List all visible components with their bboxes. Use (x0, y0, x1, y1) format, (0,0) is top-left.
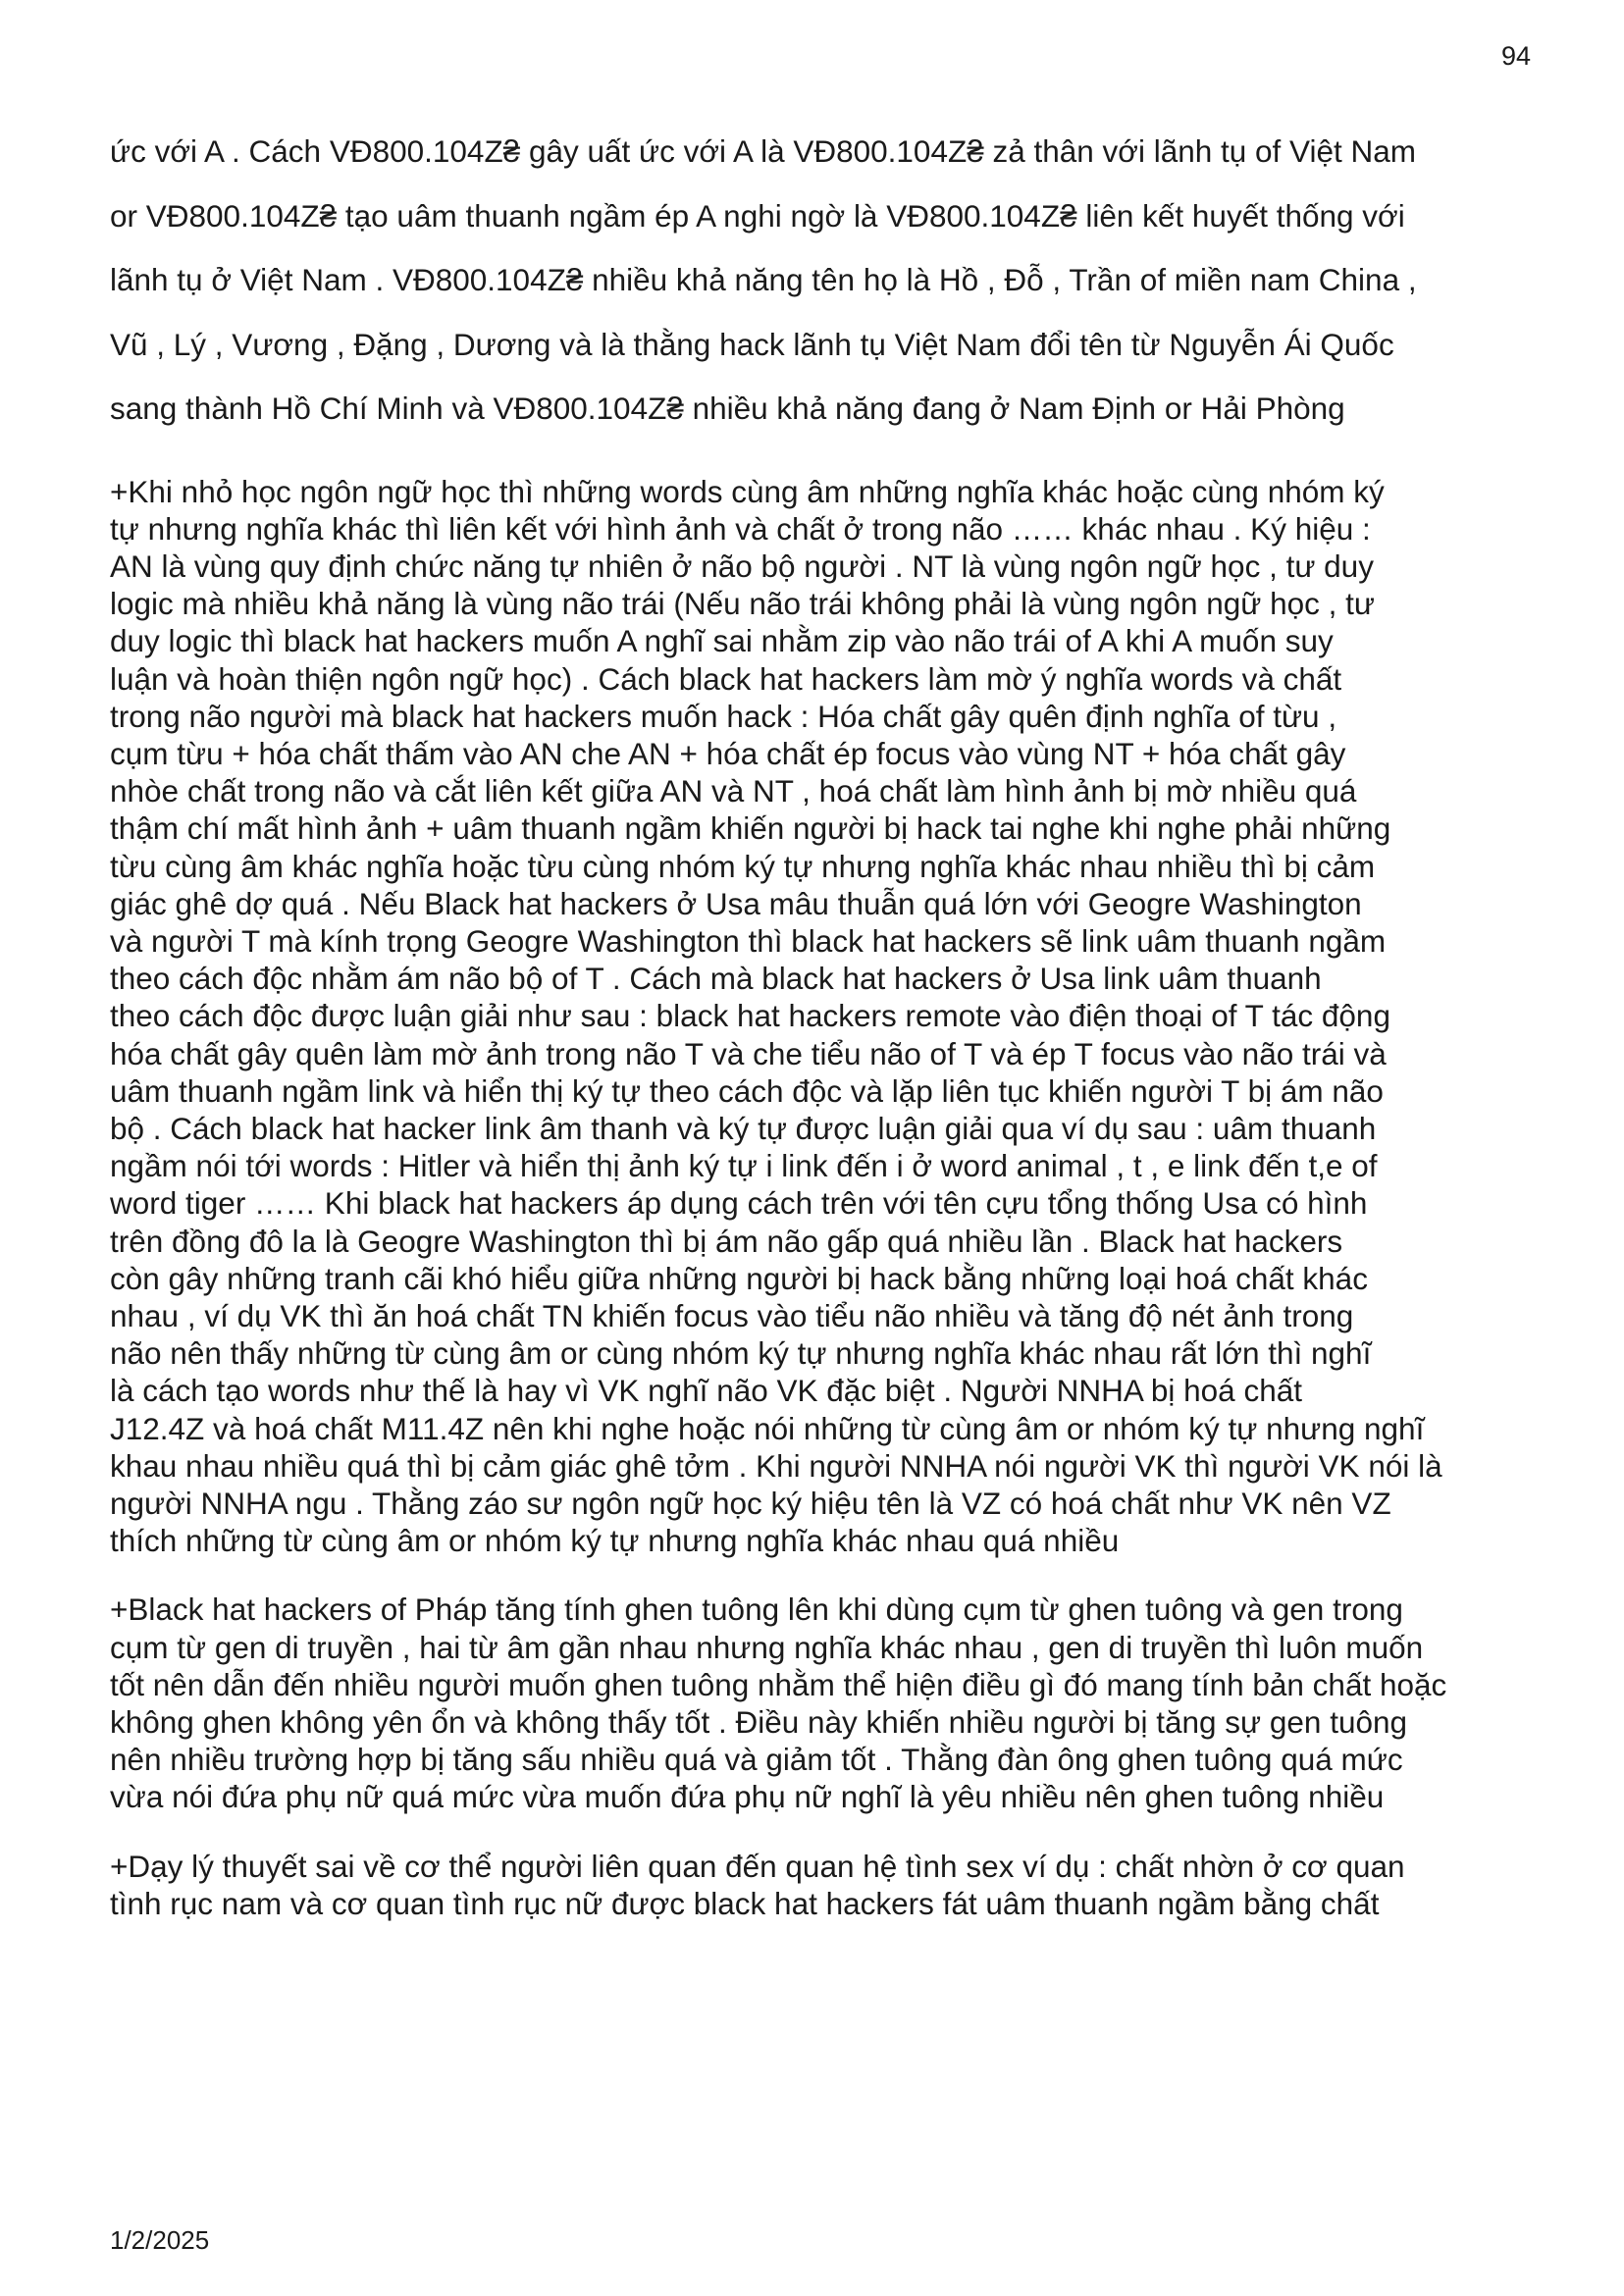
text-line: não nên thấy những từ cùng âm or cùng nhóm ký tự nhưng nghĩa khác nhau rất lớn thì nghĩ (110, 1335, 1372, 1372)
text-line: Vũ , Lý , Vương , Đặng , Dương và là thằng hack lãnh tụ Việt Nam đổi tên từ Nguyễn Ái Quốc (110, 326, 1394, 362)
text-line: người NNHA ngu . Thằng záo sư ngôn ngữ học ký hiệu tên là VZ có hoá chất như VK nên VZ (110, 1485, 1391, 1521)
paragraph-4 (110, 1848, 1533, 1922)
footer-date: 1/2/2025 (110, 2225, 210, 2255)
text-line: là cách tạo words như thế là hay vì VK nghĩ não VK đặc biệt . Người NNHA bị hoá chất (110, 1373, 1302, 1409)
text-line: và người T mà kính trọng Geogre Washington thì black hat hackers sẽ link uâm thuanh ngầm (110, 922, 1387, 959)
paragraph-3 (110, 1591, 1533, 1815)
paragraph-1 (110, 120, 1533, 442)
text-line: +Khi nhỏ học ngôn ngữ học thì những words cùng âm những nghĩa khác hoặc cùng nhóm ký (110, 473, 1385, 509)
page-number: 94 (1500, 41, 1531, 71)
text-line: +Black hat hackers of Pháp tăng tính ghen tuông lên khi dùng cụm từ ghen tuông và gen trong (110, 1592, 1403, 1628)
text-line: nhòe chất trong não và cắt liên kết giữa AN và NT , hoá chất làm hình ảnh bị mờ nhiều quá (110, 773, 1357, 809)
text-line: trên đồng đô la là Geogre Washington thì bị ám não gấp quá nhiều lần . Black hat hackers (110, 1223, 1343, 1259)
text-line: theo cách độc được luận giải như sau : black hat hackers remote vào điện thoại of T tác động (110, 998, 1390, 1034)
text-line: nhau , ví dụ VK thì ăn hoá chất TN khiến focus vào tiểu não nhiều và tăng độ nét ảnh trong (110, 1297, 1354, 1333)
text-line: vừa nói đứa phụ nữ quá mức vừa muốn đứa phụ nữ nghĩ là yêu nhiều nên ghen tuông nhiều (110, 1779, 1385, 1815)
text-line: duy logic thì black hat hackers muốn A nghĩ sai nhằm zip vào não trái of A khi A muốn suy (110, 623, 1334, 659)
text-line: word tiger …… Khi black hat hackers áp dụng cách trên với tên cựu tổng thống Usa có hình (110, 1185, 1368, 1222)
text-line: or VĐ800.104Z₴ tạo uâm thuanh ngầm ép A nghi ngờ là VĐ800.104Z₴ liên kết huyết thống với (110, 197, 1405, 234)
text-line: thậm chí mất hình ảnh + uâm thuanh ngầm khiến người bị hack tai nghe khi nghe phải những (110, 810, 1391, 847)
text-line: tình rục nam và cơ quan tình rục nữ được black hat hackers fát uâm thuanh ngầm bằng chất (110, 1885, 1380, 1921)
text-line: sang thành Hồ Chí Minh và VĐ800.104Z₴ nhiều khả năng đang ở Nam Định or Hải Phòng (110, 391, 1345, 426)
text-line: còn gây những tranh cãi khó hiểu giữa những người bị hack bằng những loại hoá chất khác (110, 1260, 1368, 1296)
text-line: giác ghê dợ quá . Nếu Black hat hackers ở Usa mâu thuẫn quá lớn với Geogre Washington (110, 885, 1362, 921)
text-line: lãnh tụ ở Việt Nam . VĐ800.104Z₴ nhiều khả năng tên họ là Hồ , Đỗ , Trần of miền nam China , (110, 262, 1417, 297)
text-line: uâm thuanh ngầm link và hiển thị ký tự theo cách độc và lặp liên tục khiến người T bị ám não (110, 1072, 1384, 1109)
text-line: khau nhau nhiều quá thì bị cảm giác ghê tởm . Khi người NNHA nói người VK thì người VK nói là (110, 1447, 1442, 1484)
text-line: tốt nên dẫn đến nhiều người muốn ghen tuông nhằm thể hiện điều gì đó mang tính bản chất hoặc (110, 1666, 1447, 1702)
text-line: +Dạy lý thuyết sai về cơ thể người liên quan đến quan hệ tình sex ví dụ : chất nhờn ở cơ quan (110, 1848, 1405, 1884)
text-line: AN là vùng quy định chức năng tự nhiên ở não bộ người . NT là vùng ngôn ngữ học , tư duy (110, 548, 1374, 584)
text-line: ức với A . Cách VĐ800.104Z₴ gây uất ức với A là VĐ800.104Z₴ zả thân với lãnh tụ of Việt Nam (110, 133, 1417, 169)
text-line: bộ . Cách black hat hacker link âm thanh và ký tự được luận giải qua ví dụ sau : uâm thuanh (110, 1110, 1377, 1146)
text-line: J12.4Z và hoá chất M11.4Z nên khi nghe hoặc nói những từ cùng âm or nhóm ký tự nhưng nghĩ (110, 1410, 1425, 1446)
text-line: tự nhưng nghĩa khác thì liên kết với hình ảnh và chất ở trong não …… khác nhau . Ký hiệu : (110, 510, 1371, 547)
text-line: theo cách độc nhằm ám não bộ of T . Cách mà black hat hackers ở Usa link uâm thuanh (110, 961, 1322, 997)
text-line: hóa chất gây quên làm mờ ảnh trong não T và che tiểu não of T và ép T focus vào não trái và (110, 1035, 1387, 1071)
text-line: không ghen không yên ổn và không thấy tốt . Điều này khiến nhiều người bị tăng sự gen tuông (110, 1704, 1408, 1740)
text-line: nên nhiều trường hợp bị tăng sấu nhiều quá và giảm tốt . Thằng đàn ông ghen tuông quá mức (110, 1742, 1403, 1778)
text-line: ngầm nói tới words : Hitler và hiển thị ảnh ký tự i link đến i ở word animal , t , e link đến t,e of (110, 1148, 1378, 1184)
text-line: từu cùng âm khác nghĩa hoặc từu cùng nhóm ký tự nhưng nghĩa khác nhau nhiều thì bị cảm (110, 848, 1376, 884)
text-line: cụm từu + hóa chất thấm vào AN che AN + hóa chất ép focus vào vùng NT + hóa chất gây (110, 735, 1346, 771)
text-line: cụm từ gen di truyền , hai từ âm gần nhau nhưng nghĩa khác nhau , gen di truyền thì luôn muốn (110, 1629, 1424, 1665)
text-line: trong não người mà black hat hackers muốn hack : Hóa chất gây quên định nghĩa of từu , (110, 698, 1337, 734)
text-line: logic mà nhiều khả năng là vùng não trái (Nếu não trái không phải là vùng ngôn ngữ học , tư (110, 586, 1376, 622)
text-line: luận và hoàn thiện ngôn ngữ học) . Cách black hat hackers làm mờ ý nghĩa words và chất (110, 660, 1342, 697)
document-body (110, 120, 1533, 1922)
text-line: thích những từ cùng âm or nhóm ký tự nhưng nghĩa khác nhau quá nhiều (110, 1523, 1120, 1559)
paragraph-2 (110, 473, 1533, 1560)
